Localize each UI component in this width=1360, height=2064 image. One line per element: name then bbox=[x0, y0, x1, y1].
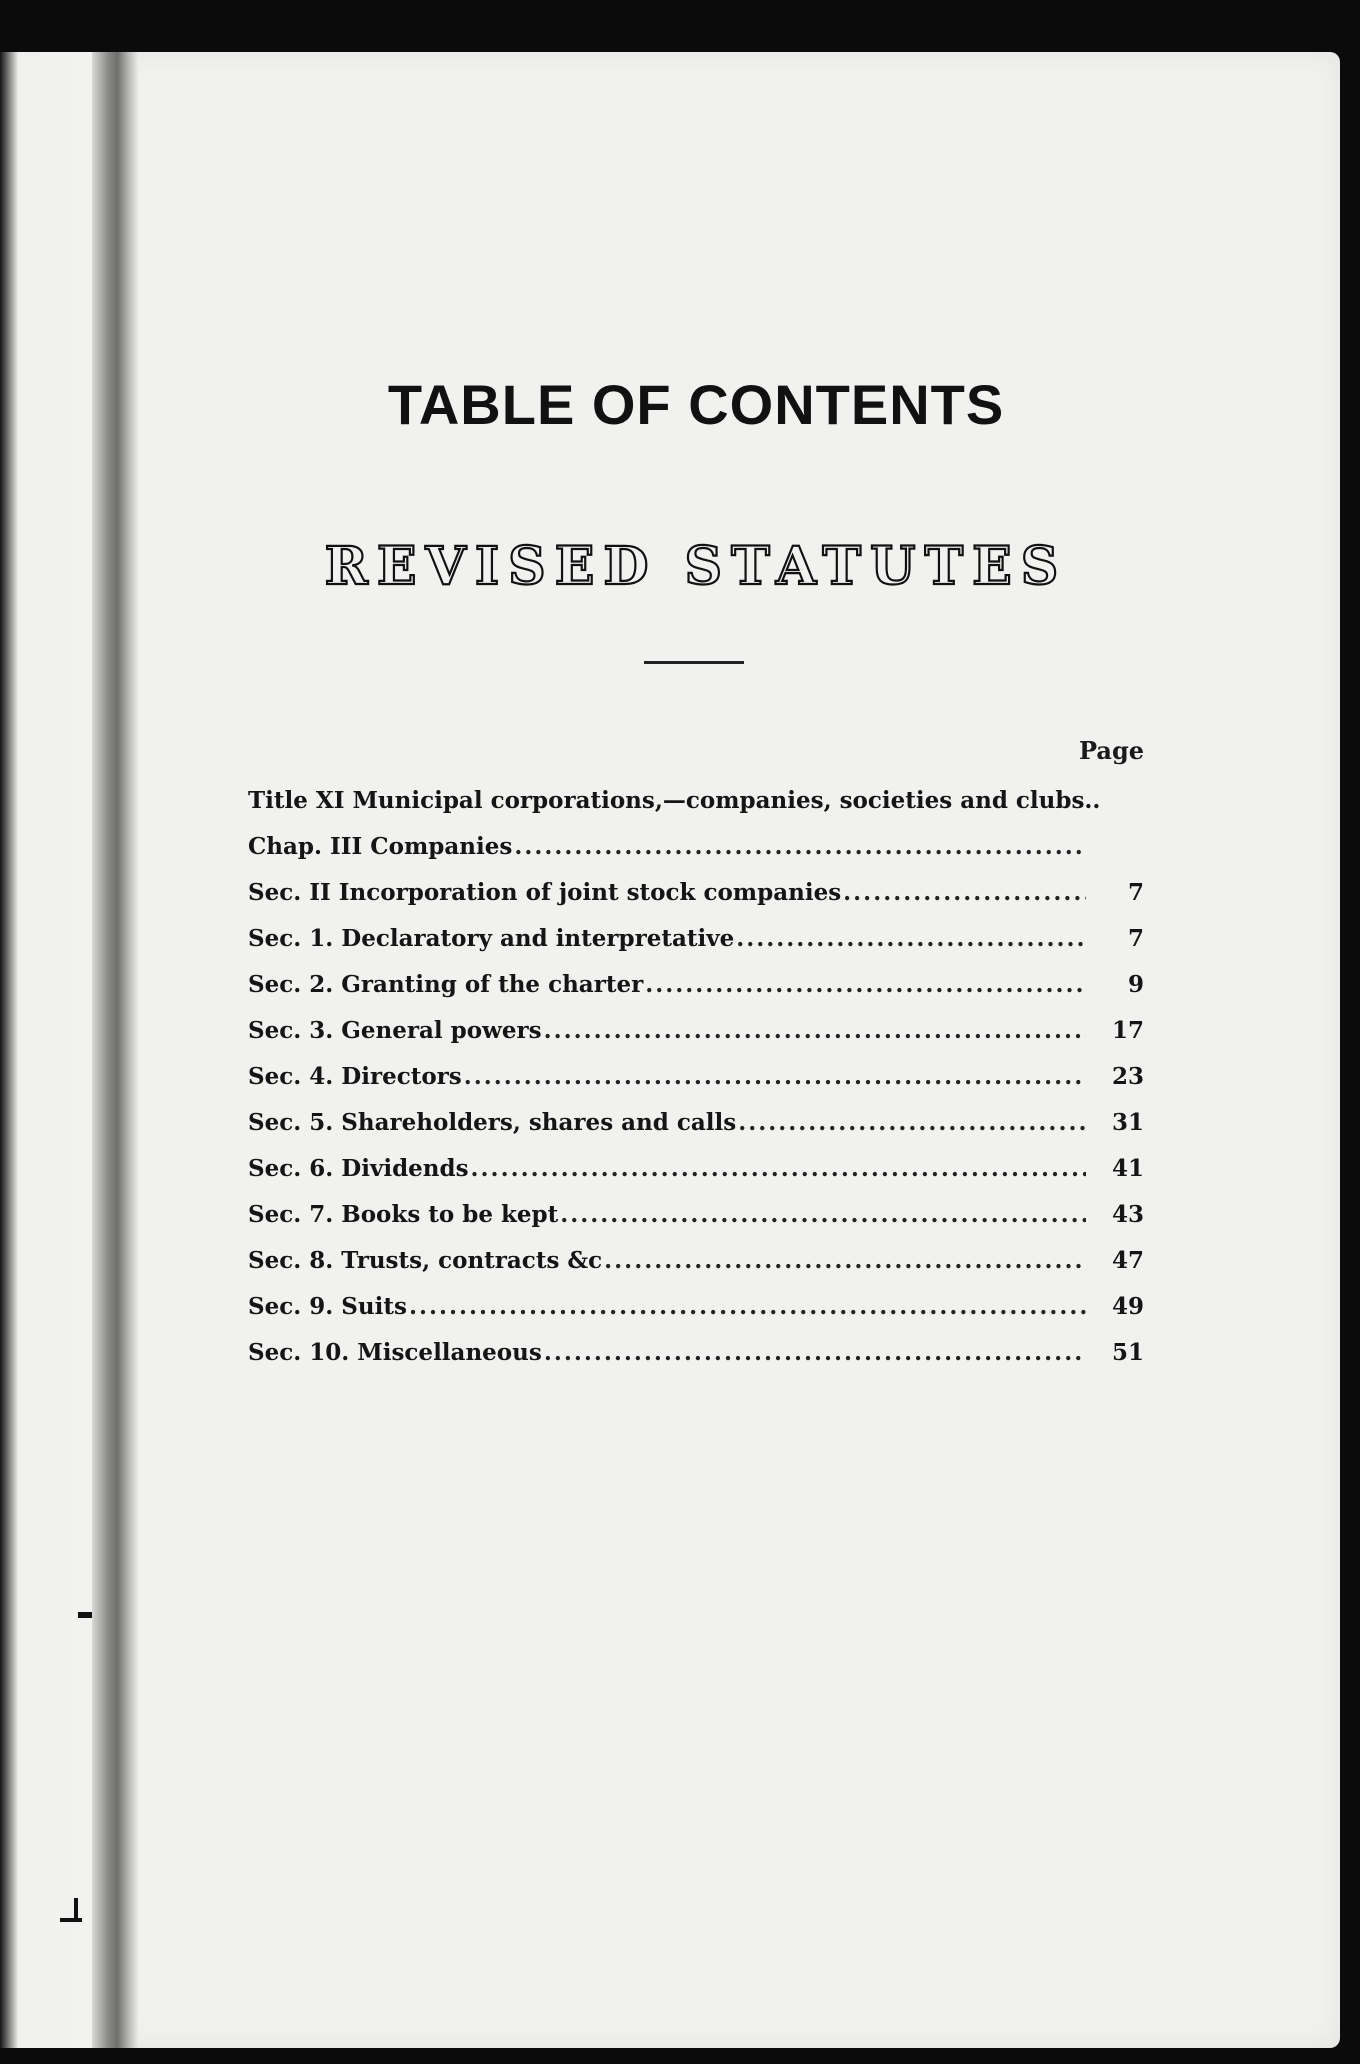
toc-entry-page: 7 bbox=[1127, 879, 1144, 906]
page-subtitle: REVISED STATUTES bbox=[324, 536, 1068, 597]
toc-entry-label: Sec. 7. Books to be kept bbox=[248, 1201, 559, 1228]
toc-entry-page: 49 bbox=[1111, 1293, 1144, 1320]
toc-entry-label: Sec. 10. Miscellaneous bbox=[248, 1339, 542, 1366]
toc-entry-page: 31 bbox=[1111, 1109, 1144, 1136]
divider-rule bbox=[644, 661, 744, 664]
toc-entry-label: Sec. 3. General powers bbox=[248, 1017, 542, 1044]
toc-entry-page: 23 bbox=[1111, 1063, 1144, 1090]
toc-entry bbox=[248, 870, 1144, 916]
toc-entry-label: Sec. 9. Suits bbox=[248, 1293, 407, 1320]
toc-entry bbox=[248, 962, 1144, 1008]
toc-entry-page: 9 bbox=[1127, 971, 1144, 998]
toc-entry-label: Sec. 1. Declaratory and interpretative bbox=[248, 925, 735, 952]
toc-entry bbox=[248, 1192, 1144, 1238]
binding-mark bbox=[78, 1612, 92, 1618]
toc-entry-label: Sec. 5. Shareholders, shares and calls bbox=[248, 1109, 737, 1136]
toc-entry bbox=[248, 1238, 1144, 1284]
toc-entry-label: Sec. 2. Granting of the charter bbox=[248, 971, 644, 998]
dot-leader bbox=[544, 1008, 1086, 1054]
toc-entry-page: 41 bbox=[1111, 1155, 1144, 1182]
dot-leader bbox=[464, 1054, 1086, 1100]
dot-leader bbox=[738, 1100, 1086, 1146]
toc-entry-page: 51 bbox=[1111, 1339, 1144, 1366]
dot-leader bbox=[843, 870, 1086, 916]
toc-entry-label: Sec. 4. Directors bbox=[248, 1063, 462, 1090]
dot-leader bbox=[560, 1192, 1086, 1238]
toc-entry-label: Sec. 8. Trusts, contracts &c bbox=[248, 1247, 603, 1274]
toc-entry-label: Title XI Municipal corporations,—companies, societies and clubs.. bbox=[248, 787, 1101, 814]
dot-leader bbox=[604, 1238, 1086, 1284]
toc-entry bbox=[248, 1146, 1144, 1192]
page-edge bbox=[0, 52, 92, 2048]
toc-entry bbox=[248, 916, 1144, 962]
toc-entry bbox=[248, 1100, 1144, 1146]
toc-entry-label: Chap. III Companies bbox=[248, 833, 513, 860]
binding-mark bbox=[74, 1898, 78, 1922]
toc-entry bbox=[248, 1284, 1144, 1330]
toc-list bbox=[248, 778, 1144, 1376]
dot-leader bbox=[645, 962, 1086, 1008]
dot-leader bbox=[736, 916, 1086, 962]
toc-entry-page: 47 bbox=[1111, 1247, 1144, 1274]
binding-gutter bbox=[92, 52, 138, 2048]
toc-entry-label: Sec. II Incorporation of joint stock companies bbox=[248, 879, 842, 906]
toc-entry bbox=[248, 1008, 1144, 1054]
page-column-heading: Page bbox=[1078, 736, 1144, 765]
toc-entry-page: 7 bbox=[1127, 925, 1144, 952]
dot-leader bbox=[409, 1284, 1086, 1330]
toc-entry-page: 17 bbox=[1111, 1017, 1144, 1044]
dot-leader bbox=[471, 1146, 1086, 1192]
toc-entry-page: 43 bbox=[1111, 1201, 1144, 1228]
dot-leader bbox=[514, 824, 1086, 870]
toc-entry-label: Sec. 6. Dividends bbox=[248, 1155, 469, 1182]
toc-entry bbox=[248, 1054, 1144, 1100]
dot-leader bbox=[544, 1330, 1086, 1376]
toc-entry bbox=[248, 824, 1144, 870]
page-title: TABLE OF CONTENTS bbox=[387, 373, 1005, 436]
toc-entry bbox=[248, 1330, 1144, 1376]
toc-entry bbox=[248, 778, 1144, 824]
binding-mark bbox=[60, 1918, 82, 1922]
